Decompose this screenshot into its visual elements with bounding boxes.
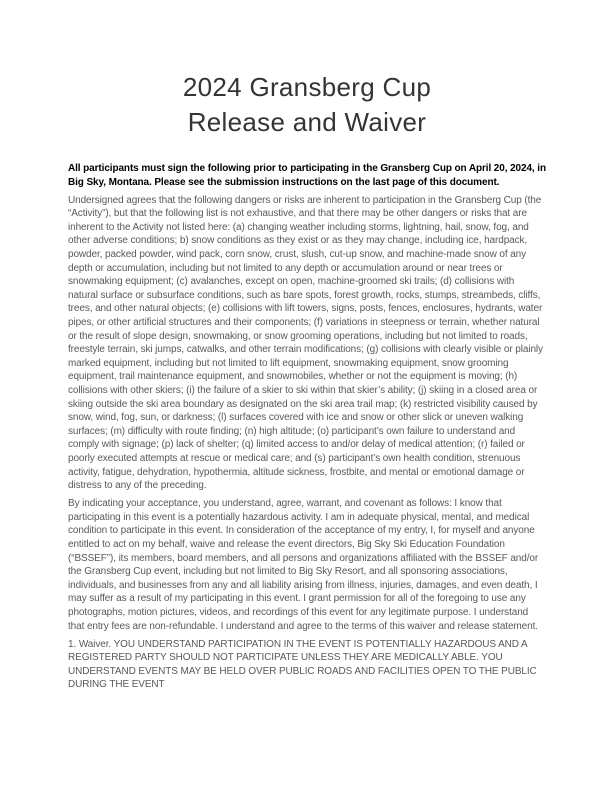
waiver-clause-1-paragraph: 1. Waiver. YOU UNDERSTAND PARTICIPATION IN THE EVENT IS POTENTIALLY HAZARDOUS AND A REGISTERED PARTY SHOULD NOT PARTICIPATE UNLESS THEY ARE MEDICALLY ABLE. YOU UNDERSTAND EVENTS MAY BE HELD OVER PUBLIC ROADS AND FACILITIES OPEN TO THE PUBLIC DURING THE EVENT bbox=[68, 638, 537, 691]
waiver-acceptance-paragraph: By indicating your acceptance, you understand, agree, warrant, and covenant as follows: I know that participating in this event is a potentially hazardous activity. I am in adequate physical, mental, and medical condition to participate in this event. In consideration of the acceptance of my entry, I, for myself and anyone entitled to act on my behalf, waive and release the event directors, Big Sky Ski Education Foundation (“BSSEF”), its members, board members, and all persons and organizations affiliated with the BSSEF and/or the Gransberg Cup event, including but not limited to Big Sky Resort, and all sponsoring associations, individuals, and businesses from any and all liability arising from illness, injuries, damages, and even death, I may suffer as a result of my participating in this event. I grant permission for all of the foregoing to use any photographs, motion pictures, videos, and recordings of this event for any legitimate purpose. I understand that entry fees are non-refundable. I understand and agree to the terms of this waiver and release statement. bbox=[68, 498, 539, 632]
document-title-line-1: 2024 Gransberg Cup bbox=[182, 72, 432, 102]
waiver-risks-paragraph: Undersigned agrees that the following dangers or risks are inherent to participation in the Gransberg Cup (the “Activity”), but that the following list is not exhaustive, and that there may be other dangers or risks that are inherent to the Activity not listed here: (a) changing weather including storms, lightning, hail, snow, fog, and other adverse conditions; b) snow conditions as they exist or as they may change, including ice, hardpack, powder, packed powder, wind pack, corn snow, crust, slush, cut-up snow, and machine-made snow of any depth or accumulation, including but not limited to any depth or accumulation around or near trees or snowmaking equipment; (c) avalanches, except on open, machine-groomed ski trails; (d) collisions with natural surface or subsurface conditions, such as bare spots, forest growth, rocks, stumps, streambeds, cliffs, trees, and other natural objects; (e) collisions with lift towers, signs, posts, fences, enclosures, hydrants, water pipes, or other artificial structures and their components; (f) variations in steepness or terrain, whether natural or the result of slope design, snowmaking, or snow grooming operations, including but not limited to roads, freestyle terrain, ski jumps, catwalks, and other terrain modifications; (g) collisions with clearly visible or plainly marked equipment, including but not limited to lift equipment, snowmaking equipment, snow grooming equipment, trail maintenance equipment, and snowmobiles, whether or not the equipment is moving; (h) collisions with other skiers; (i) the failure of a skier to ski within that skier’s ability; (j) skiing in a closed area or skiing outside the ski area boundary as designated on the ski area trail map; (k) restricted visibility caused by snow, wind, fog, sun, or darkness; (l) surfaces covered with ice and snow or other slick or uneven walking surfaces; (m) difficulty with route finding; (n) high altitude; (o) participant’s own failure to understand and comply with signage; (p) lack of shelter; (q) limited access to and/or delay of medical attention; (r) failed or poorly executed attempts at rescue or medical care; and (s) participant’s own health condition, strenuous activity, fatigue, dehydration, hypothermia, altitude sickness, frostbite, and mental or emotional damage or distress to any of the preceding. bbox=[68, 194, 543, 492]
intro-notice-paragraph: All participants must sign the following prior to participating in the Gransberg Cup on April 20, 2024, in Big Sky, Montana. Please see the submission instructions on the last page of this document. bbox=[68, 163, 546, 188]
document-title-line-2: Release and Waiver bbox=[187, 107, 427, 137]
document-title bbox=[68, 70, 546, 140]
